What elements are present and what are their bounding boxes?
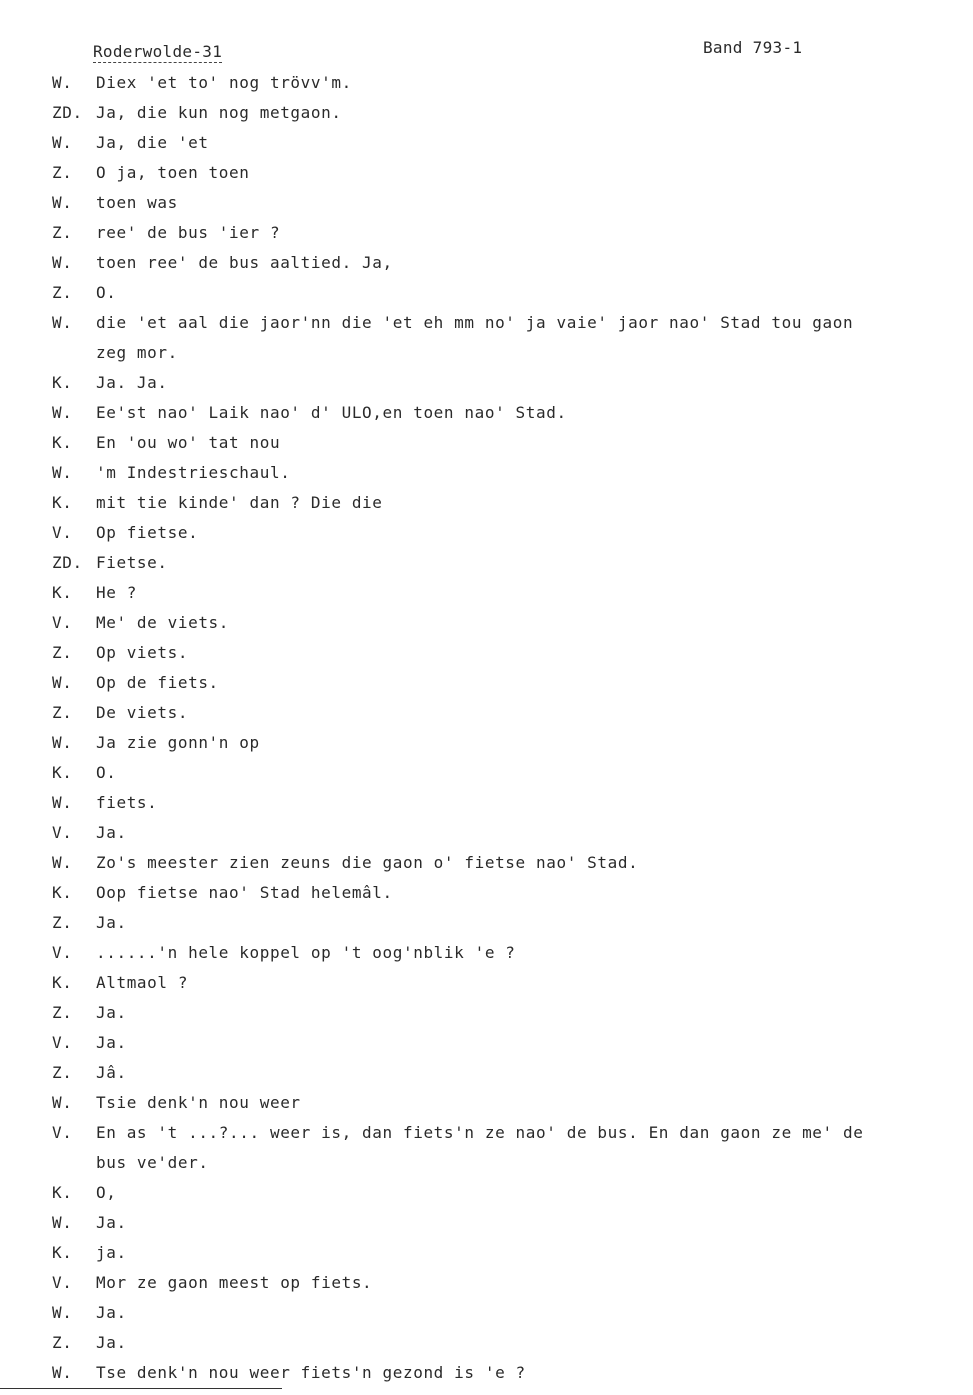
utterance-text: Diex 'et to' nog trövv'm.	[96, 73, 352, 92]
utterance-text: Me' de viets.	[96, 613, 230, 632]
utterance-text: Op viets.	[96, 643, 189, 662]
speaker-label: W.	[52, 463, 73, 482]
transcript-line	[0, 1148, 973, 1178]
transcript-line	[0, 278, 973, 308]
speaker-label: V.	[52, 523, 73, 542]
transcript-line	[0, 908, 973, 938]
speaker-label: W.	[52, 1093, 73, 1112]
transcript-line	[0, 128, 973, 158]
transcript-line	[0, 458, 973, 488]
speaker-label: W.	[52, 403, 73, 422]
utterance-text: Oop fietse nao' Stad helemâl.	[96, 883, 393, 902]
transcript-line	[0, 1328, 973, 1358]
transcript-line	[0, 518, 973, 548]
transcript-line	[0, 728, 973, 758]
speaker-label: V.	[52, 613, 73, 632]
transcript-line	[0, 218, 973, 248]
speaker-label: W.	[52, 1303, 73, 1322]
transcript-line	[0, 578, 973, 608]
transcript-line	[0, 758, 973, 788]
utterance-text: toen was	[96, 193, 178, 212]
utterance-text: He ?	[96, 583, 137, 602]
transcript-line	[0, 1268, 973, 1298]
utterance-text: Tse denk'n nou weer fiets'n gezond is 'e ?	[96, 1363, 526, 1382]
speaker-label: Z.	[52, 223, 73, 242]
utterance-text: Ja, die kun nog metgaon.	[96, 103, 342, 122]
utterance-text: Ja.	[96, 1333, 127, 1352]
transcript-line	[0, 1118, 973, 1148]
transcript-line	[0, 848, 973, 878]
utterance-text: Ja.	[96, 1213, 127, 1232]
speaker-label: Z.	[52, 643, 73, 662]
utterance-text: O.	[96, 763, 117, 782]
transcript-line	[0, 638, 973, 668]
speaker-label: W.	[52, 1213, 73, 1232]
transcript-line	[0, 308, 973, 338]
utterance-text: Ja.	[96, 1303, 127, 1322]
utterance-text: ree' de bus 'ier ?	[96, 223, 281, 242]
speaker-label: V.	[52, 1123, 73, 1142]
transcript-line	[0, 158, 973, 188]
speaker-label: W.	[52, 733, 73, 752]
speaker-label: K.	[52, 1243, 73, 1262]
transcript-line	[0, 1088, 973, 1118]
speaker-label: V.	[52, 1033, 73, 1052]
utterance-text: O.	[96, 283, 117, 302]
speaker-label: Z.	[52, 1063, 73, 1082]
utterance-text: Ja.	[96, 1003, 127, 1022]
utterance-text: Ja zie gonn'n op	[96, 733, 260, 752]
speaker-label: K.	[52, 583, 73, 602]
utterance-text: Jâ.	[96, 1063, 127, 1082]
transcript-line	[0, 1238, 973, 1268]
speaker-label: V.	[52, 1273, 73, 1292]
utterance-text: bus ve'der.	[96, 1153, 209, 1172]
speaker-label: W.	[52, 253, 73, 272]
transcript-line	[0, 818, 973, 848]
utterance-text: O,	[96, 1183, 117, 1202]
speaker-label: ZD.	[52, 103, 83, 122]
transcript-line	[0, 1178, 973, 1208]
speaker-label: ZD.	[52, 553, 83, 572]
speaker-label: K.	[52, 493, 73, 512]
utterance-text: De viets.	[96, 703, 189, 722]
utterance-text: Ja.	[96, 1033, 127, 1052]
speaker-label: V.	[52, 943, 73, 962]
transcript-line	[0, 968, 973, 998]
transcript-line	[0, 998, 973, 1028]
speaker-label: K.	[52, 883, 73, 902]
transcript	[0, 68, 973, 1388]
utterance-text: Zo's meester zien zeuns die gaon o' fietse nao' Stad.	[96, 853, 639, 872]
transcript-line	[0, 1058, 973, 1088]
transcript-line	[0, 938, 973, 968]
transcript-line	[0, 1208, 973, 1238]
transcript-line	[0, 398, 973, 428]
speaker-label: W.	[52, 133, 73, 152]
transcript-line	[0, 788, 973, 818]
transcript-line	[0, 1298, 973, 1328]
transcript-line	[0, 1358, 973, 1388]
speaker-label: K.	[52, 763, 73, 782]
utterance-text: Ja. Ja.	[96, 373, 168, 392]
document-title: Roderwolde-31	[93, 42, 223, 61]
utterance-text: En as 't ...?... weer is, dan fiets'n ze nao' de bus. En dan gaon ze me' de	[96, 1123, 864, 1142]
transcript-line	[0, 488, 973, 518]
utterance-text: fiets.	[96, 793, 158, 812]
utterance-text: Ja, die 'et	[96, 133, 209, 152]
utterance-text: Altmaol ?	[96, 973, 189, 992]
utterance-text: Tsie denk'n nou weer	[96, 1093, 301, 1112]
utterance-text: O ja, toen toen	[96, 163, 250, 182]
utterance-text: Op fietse.	[96, 523, 199, 542]
utterance-text: zeg mor.	[96, 343, 178, 362]
transcript-line	[0, 608, 973, 638]
utterance-text: mit tie kinde' dan ? Die die	[96, 493, 383, 512]
speaker-label: Z.	[52, 913, 73, 932]
utterance-text: Ja.	[96, 823, 127, 842]
utterance-text: die 'et aal die jaor'nn die 'et eh mm no' ja vaie' jaor nao' Stad tou gaon	[96, 313, 854, 332]
footer-rule	[0, 1388, 282, 1389]
transcript-line	[0, 698, 973, 728]
speaker-label: W.	[52, 193, 73, 212]
transcript-line	[0, 248, 973, 278]
transcript-line	[0, 68, 973, 98]
speaker-label: W.	[52, 73, 73, 92]
speaker-label: K.	[52, 973, 73, 992]
utterance-text: Fietse.	[96, 553, 168, 572]
speaker-label: W.	[52, 673, 73, 692]
transcript-line	[0, 1028, 973, 1058]
utterance-text: toen ree' de bus aaltied. Ja,	[96, 253, 393, 272]
tape-number: Band 793-1	[703, 38, 803, 57]
speaker-label: Z.	[52, 283, 73, 302]
speaker-label: W.	[52, 793, 73, 812]
utterance-text: En 'ou wo' tat nou	[96, 433, 281, 452]
speaker-label: Z.	[52, 1003, 73, 1022]
transcript-line	[0, 188, 973, 218]
speaker-label: W.	[52, 853, 73, 872]
transcript-line	[0, 668, 973, 698]
transcript-line	[0, 338, 973, 368]
utterance-text: Mor ze gaon meest op fiets.	[96, 1273, 373, 1292]
speaker-label: V.	[52, 823, 73, 842]
utterance-text: Op de fiets.	[96, 673, 219, 692]
utterance-text: Ee'st nao' Laik nao' d' ULO,en toen nao' Stad.	[96, 403, 567, 422]
speaker-label: Z.	[52, 703, 73, 722]
transcript-line	[0, 368, 973, 398]
transcript-line	[0, 428, 973, 458]
speaker-label: W.	[52, 313, 73, 332]
utterance-text: 'm Indestrieschaul.	[96, 463, 291, 482]
speaker-label: Z.	[52, 163, 73, 182]
utterance-text: ja.	[96, 1243, 127, 1262]
utterance-text: ......'n hele koppel op 't oog'nblik 'e ?	[96, 943, 516, 962]
transcript-line	[0, 878, 973, 908]
speaker-label: Z.	[52, 1333, 73, 1352]
speaker-label: W.	[52, 1363, 73, 1382]
transcript-line	[0, 98, 973, 128]
utterance-text: Ja.	[96, 913, 127, 932]
speaker-label: K.	[52, 373, 73, 392]
speaker-label: K.	[52, 1183, 73, 1202]
speaker-label: K.	[52, 433, 73, 452]
transcript-line	[0, 548, 973, 578]
